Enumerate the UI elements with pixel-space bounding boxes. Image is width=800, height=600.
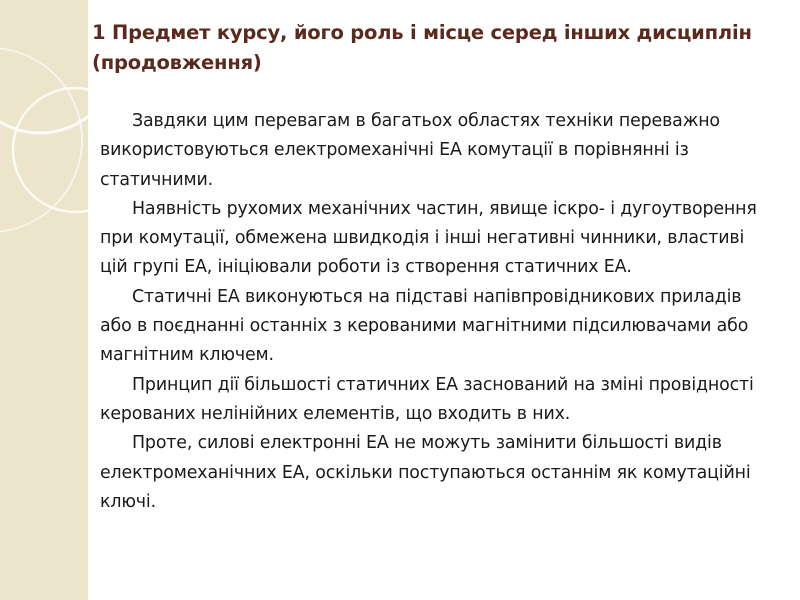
paragraph-1: Завдяки цим перевагам в багатьох областях техніки переважно використовуються електромеханічні ЕА комутації в порівнянні із статичними. bbox=[100, 111, 720, 190]
slide-title: 1 Предмет курсу, його роль і місце серед інших дисциплін (продовження) bbox=[92, 21, 752, 74]
paragraph-5: Проте, силові електронні ЕА не можуть замінити більшості видів електромеханічних ЕА, оскільки поступаються останнім як комутаційні ключі. bbox=[100, 433, 751, 512]
paragraph-2: Наявність рухомих механічних частин, явище іскро- і дугоутворення при комутації, обмежена швидкодія і інші негативні чинники, властиві цій групі ЕА, ініціювали роботи із створення статичних ЕА. bbox=[100, 198, 757, 278]
slide-body bbox=[100, 107, 768, 517]
paragraph-4: Принцип дії більшості статичних ЕА заснований на зміні провідності керованих нелінійних елементів, що входить в них. bbox=[100, 374, 754, 424]
paragraph-3: Статичні ЕА виконуються на підставі напівпровідникових приладів або в поєднанні останніх з керованими магнітними підсилювачами або магнітним ключем. bbox=[100, 286, 749, 366]
